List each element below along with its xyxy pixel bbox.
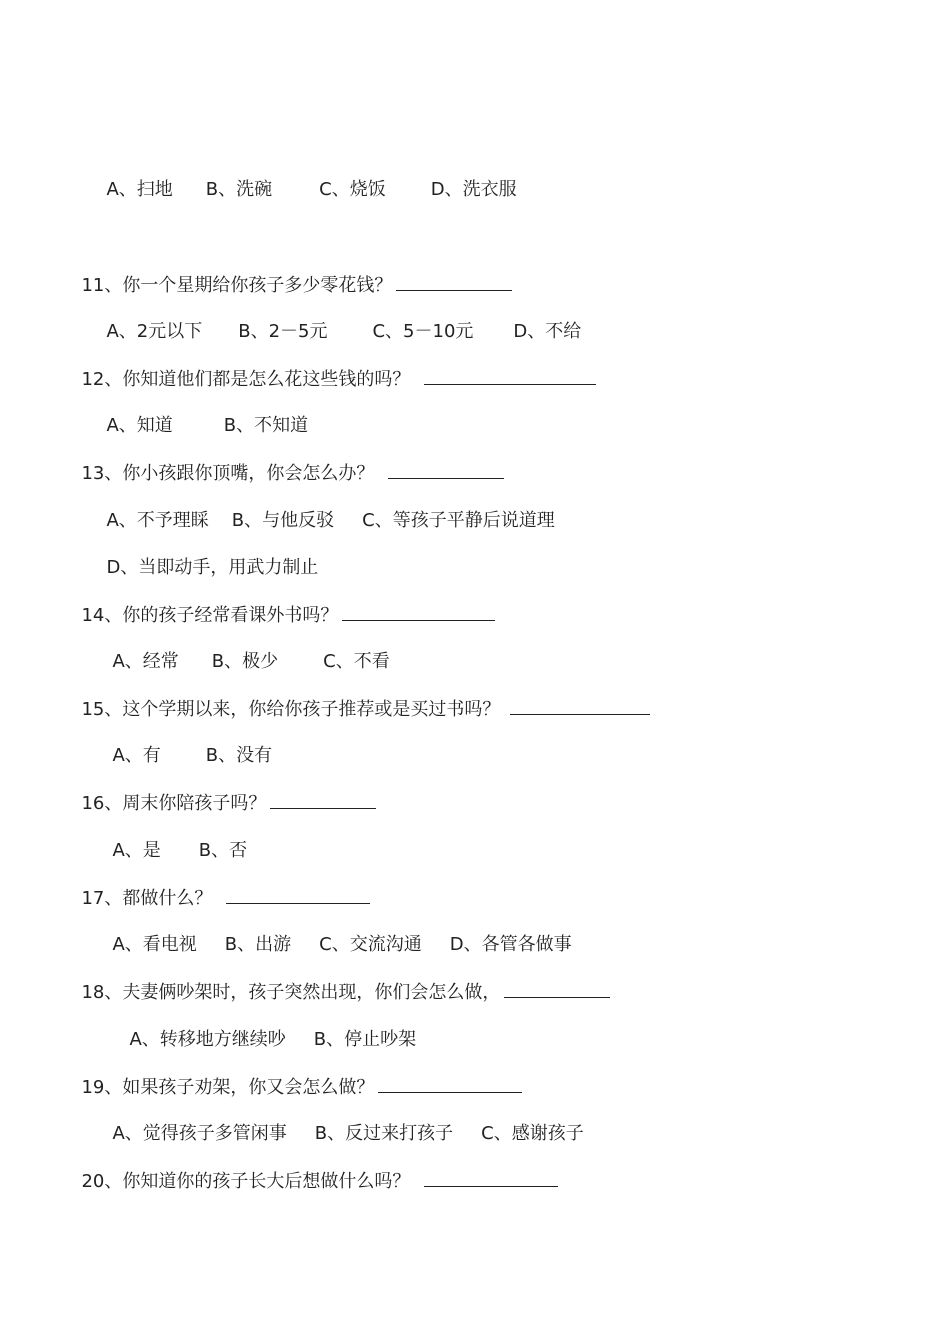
option-a: A、看电视 <box>112 934 197 955</box>
answer-blank[interactable] <box>270 790 376 809</box>
option-b: B、2－5元 <box>238 321 328 342</box>
option-b: B、没有 <box>205 745 273 766</box>
option-a: A、扫地 <box>106 179 173 200</box>
question-14-options <box>101 623 390 675</box>
option-b: B、极少 <box>211 651 279 672</box>
answer-blank[interactable] <box>226 885 370 904</box>
option-a: A、是 <box>112 840 161 861</box>
answer-blank[interactable] <box>424 366 596 385</box>
question-13 <box>70 434 504 487</box>
option-a: A、经常 <box>112 651 179 672</box>
question-15-options <box>101 717 272 769</box>
question-12 <box>70 340 596 393</box>
option-a: A、不予理睬 <box>106 510 209 531</box>
option-c: C、5－10元 <box>372 321 474 342</box>
question-14 <box>70 576 495 629</box>
question-20 <box>70 1142 558 1195</box>
option-b: B、不知道 <box>223 415 309 436</box>
option-d: D、当即动手，用武力制止 <box>106 557 319 578</box>
option-b: B、洗碗 <box>205 179 273 200</box>
option-a: A、觉得孩子多管闲事 <box>112 1123 287 1144</box>
question-text: 11、你一个星期给你孩子多少零花钱？ <box>81 275 393 296</box>
option-d: D、洗衣服 <box>430 179 517 200</box>
option-a: A、转移地方继续吵 <box>129 1029 286 1050</box>
option-b: B、否 <box>198 840 248 861</box>
option-c: C、感谢孩子 <box>481 1123 584 1144</box>
question-17-options <box>101 906 572 958</box>
question-13-options <box>95 482 555 534</box>
question-text: 15、这个学期以来，你给你孩子推荐或是买过书吗？ <box>81 699 501 720</box>
option-c: C、等孩子平静后说道理 <box>362 510 555 531</box>
option-c: C、交流沟通 <box>319 934 422 955</box>
question-16 <box>70 764 376 817</box>
option-b: B、停止吵架 <box>313 1029 417 1050</box>
question-text: 18、夫妻俩吵架时，孩子突然出现，你们会怎么做， <box>81 982 501 1003</box>
question-19 <box>70 1048 522 1101</box>
option-d: D、各管各做事 <box>449 934 572 955</box>
answer-blank[interactable] <box>388 460 504 479</box>
question-19-options <box>101 1095 584 1147</box>
option-b: B、出游 <box>224 934 292 955</box>
question-text: 14、你的孩子经常看课外书吗？ <box>81 605 339 626</box>
question-text: 17、都做什么？ <box>81 888 213 909</box>
question-11 <box>70 246 512 299</box>
option-b: B、与他反驳 <box>231 510 335 531</box>
option-c: C、不看 <box>323 651 390 672</box>
question-text: 16、周末你陪孩子吗？ <box>81 793 267 814</box>
option-d: D、不给 <box>513 321 582 342</box>
answer-blank[interactable] <box>378 1074 522 1093</box>
question-16-options <box>101 812 247 864</box>
question-18 <box>70 953 610 1006</box>
question-text: 20、你知道你的孩子长大后想做什么吗？ <box>81 1171 411 1192</box>
question-text: 12、你知道他们都是怎么花这些钱的吗？ <box>81 369 411 390</box>
question-18-options <box>118 1001 416 1053</box>
option-a: A、2元以下 <box>106 321 203 342</box>
question-text: 19、如果孩子劝架，你又会怎么做？ <box>81 1077 375 1098</box>
question-10-options <box>95 151 517 203</box>
question-11-options <box>95 293 581 345</box>
question-17 <box>70 859 370 912</box>
question-13-options-2 <box>95 529 318 581</box>
option-a: A、知道 <box>106 415 173 436</box>
question-12-options <box>95 387 308 439</box>
option-c: C、烧饭 <box>319 179 386 200</box>
answer-blank[interactable] <box>510 696 650 715</box>
answer-blank[interactable] <box>424 1168 558 1187</box>
answer-blank[interactable] <box>504 979 610 998</box>
question-15 <box>70 670 650 723</box>
answer-blank[interactable] <box>396 272 512 291</box>
option-a: A、有 <box>112 745 161 766</box>
answer-blank[interactable] <box>342 602 495 621</box>
question-text: 13、你小孩跟你顶嘴，你会怎么办？ <box>81 463 375 484</box>
option-b: B、反过来打孩子 <box>314 1123 454 1144</box>
